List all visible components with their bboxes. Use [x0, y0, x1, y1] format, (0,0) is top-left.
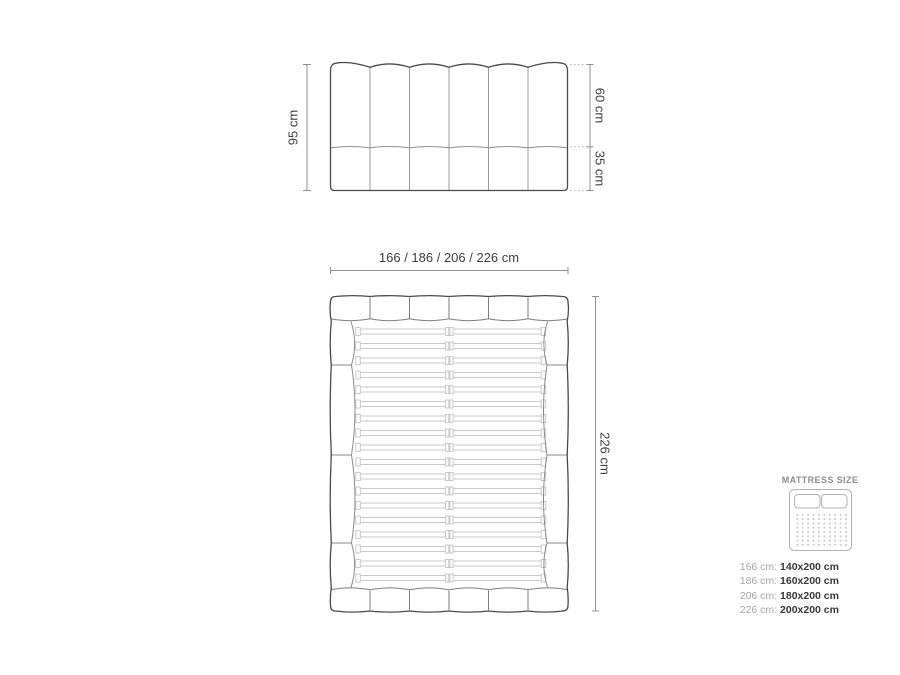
mattress-size-value: 160x200 cm [780, 575, 839, 588]
dimension-height-95 [303, 65, 311, 191]
dimension-sections-60-35 [587, 65, 594, 191]
bed-top-view [330, 296, 568, 612]
legend-title: MATTRESS SIZE [781, 475, 859, 485]
width-options-label: 166 / 186 / 206 / 226 cm [378, 250, 520, 265]
headboard-section-label: 60 cm [592, 87, 608, 124]
mattress-size-value: 180x200 cm [780, 589, 839, 602]
mattress-size-row [740, 589, 839, 603]
mattress-size-row [740, 603, 839, 617]
frame-width-label: 186 cm: [739, 575, 781, 588]
frame-width-label: 226 cm: [739, 604, 781, 617]
headboard-channel-dividers [370, 68, 528, 191]
dimension-width-line [331, 267, 569, 274]
length-label: 226 cm [597, 432, 613, 475]
mattress-size-rows [740, 560, 839, 618]
mattress-size-value: 200x200 cm [780, 604, 839, 617]
frame-width-label: 206 cm: [739, 589, 781, 602]
top-view-footboard-strip [331, 588, 569, 610]
mattress-size-row [740, 560, 839, 574]
height-label: 95 cm [285, 109, 301, 146]
top-view-headboard-strip [331, 298, 569, 321]
mattress-size-row [740, 574, 839, 588]
frame-width-label: 166 cm: [739, 561, 781, 573]
headboard-extension-dotted-lines [570, 65, 592, 191]
mattress-top-view-icon [790, 490, 852, 551]
slats-group [356, 328, 546, 583]
headboard-front-view [331, 63, 568, 191]
mattress-size-value: 140x200 cm [780, 561, 839, 573]
mattress-size-legend [782, 475, 859, 551]
base-section-label: 35 cm [592, 150, 608, 187]
